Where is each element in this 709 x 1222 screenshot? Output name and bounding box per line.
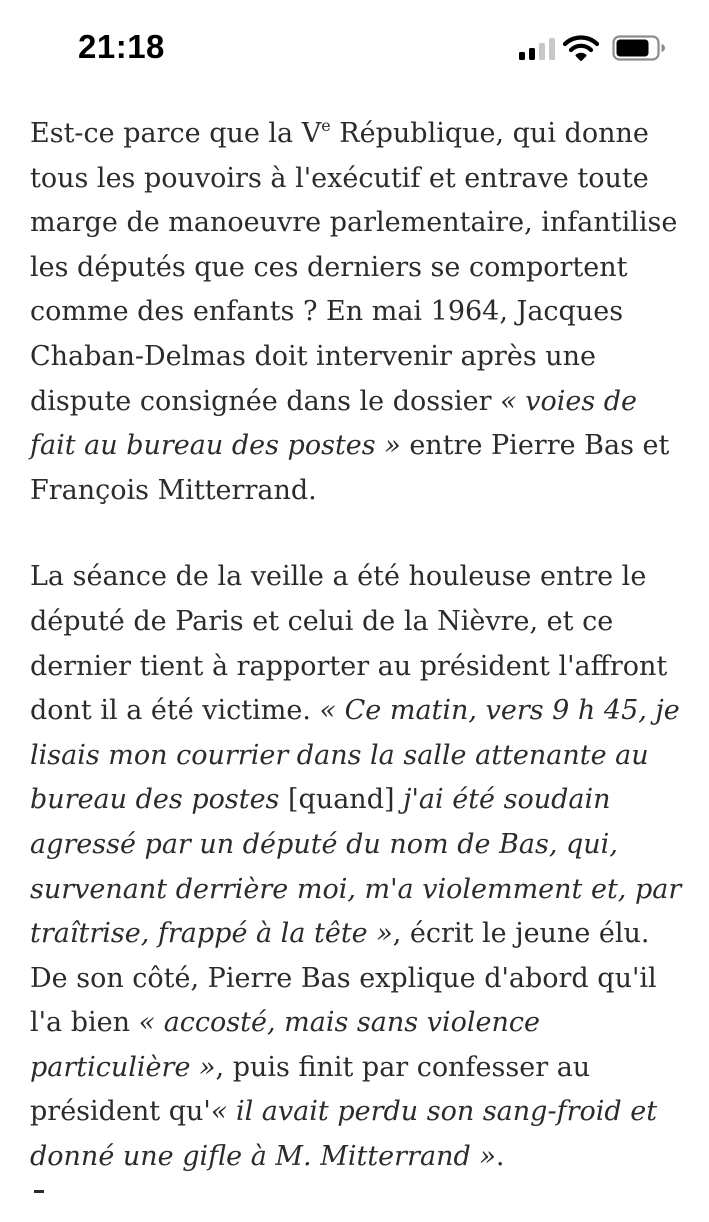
wifi-icon [563,34,599,62]
status-time: 21:18 [78,28,165,65]
status-bar [0,0,709,100]
superscript: e [321,116,331,135]
text-run: , écrit le jeune élu. De son côté, Pierre Bas explique d'abord qu'il l'a bien [30,918,657,1039]
signal-bar [519,52,525,60]
italic-quote: « voies de fait au bureau des postes » [30,385,638,462]
article-paragraph [30,112,690,513]
text-run: , puis finit par confesser au président qu' [30,1051,591,1128]
article-paragraph [30,555,690,1179]
text-run: République, qui donne tous les pouvoirs à l'exécutif et entrave toute marge de manoeuvre parlementaire, infantilise les députés que ces derniers se comportent comme des enfants ? En mai 1964, Jacques Chaban-Delmas doit intervenir après une dispute consignée dans le dossier [30,118,678,417]
italic-quote: j'ai été soudain agressé par un député du nom de Bas, qui, survenant derrière moi, m'a violemment et, par traîtrise, frappé à la tête » [30,784,682,950]
text-run: . [495,1141,505,1173]
article-body [30,112,690,1222]
signal-bar [539,43,545,60]
italic-quote: « Ce matin, vers 9 h 45, je lisais mon courrier dans la salle attenante au bureau des postes [30,695,680,816]
signal-icon [519,38,555,60]
text-run: La séance de la veille a été houleuse entre le député de Paris et celui de la Nièvre, et ce dernier tient à rapporter au président l'affront dont il a été victime. [30,561,668,727]
italic-quote: « accosté, mais sans violence particulière » [30,1007,540,1083]
text-run: [quand] [279,784,404,816]
next-line-fragment [30,1184,48,1200]
text-run: Est-ce parce que la V [30,118,322,149]
italic-quote: « il avait perdu son sang-froid et donné une gifle à M. Mitterrand » [30,1096,658,1173]
signal-bar [529,48,535,60]
battery-icon [612,35,666,61]
text-run: entre Pierre Bas et François Mitterrand. [30,430,670,506]
signal-bar [549,38,555,60]
